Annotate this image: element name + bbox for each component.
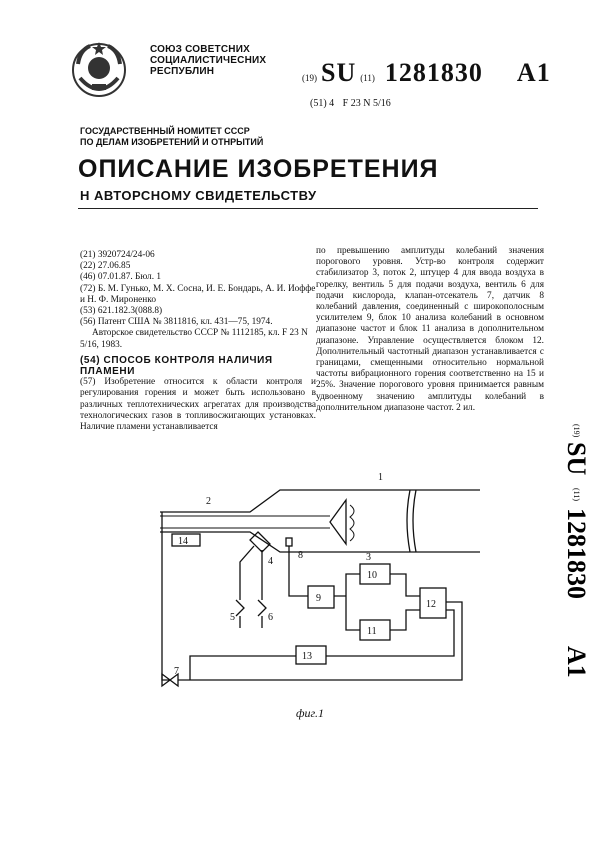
side-country: SU (562, 442, 591, 476)
committee-name (80, 126, 263, 148)
label-5: 5 (230, 612, 235, 623)
divider (78, 208, 538, 209)
ussr-emblem-icon (68, 38, 130, 100)
ipc-code: (51) 4 (310, 98, 335, 109)
code-11: (11) (360, 73, 375, 83)
block-12-label: 12 (426, 599, 436, 610)
biblio-22: (22) 27.06.85 (80, 261, 131, 272)
gov-line-3: РЕСПУБЛИН (150, 66, 215, 77)
label-2: 2 (206, 496, 211, 507)
side-patent-stamp (536, 420, 591, 690)
valves-5-6 (236, 600, 266, 616)
block-10-label: 10 (367, 570, 377, 581)
committee-line-2: ПО ДЕЛАМ ИЗОБРЕТЕНИЙ И ОТНРЫТИЙ (80, 137, 264, 147)
biblio-46: (46) 07.01.87. Бюл. 1 (80, 272, 161, 283)
label-3: 3 (366, 552, 371, 563)
side-code-11: (11) (572, 488, 581, 502)
document-title: ОПИСАНИЕ ИЗОБРЕТЕНИЯ (78, 155, 439, 183)
committee-line-1: ГОСУДАРСТВЕННЫЙ НОМИТЕТ СССР (80, 126, 250, 136)
side-number: 1281830 (562, 508, 591, 599)
label-6: 6 (268, 612, 273, 623)
code-19: (19) (302, 73, 317, 83)
figure-caption: фиг.1 (296, 706, 325, 720)
block-9 (308, 586, 334, 608)
inner-pipe (160, 516, 330, 528)
apparatus-diagram (150, 460, 540, 720)
block-9-label: 9 (316, 593, 321, 604)
gov-line-1: СОЮЗ СОВЕТСНИХ (150, 44, 250, 55)
side-code-19: (19) (572, 424, 581, 438)
patent-kind: A1 (516, 58, 551, 87)
tube-outer-bottom (160, 532, 480, 552)
biblio-21: (21) 3920724/24-06 (80, 250, 155, 260)
biblio-72: (72) Б. М. Гунько, М. Х. Сосна, И. Е. Бондарь, А. И. Иоффе и Н. Ф. Мироненко (80, 283, 316, 305)
patent-number: 1281830 (384, 58, 483, 87)
tube-break (407, 490, 416, 552)
sensor-8 (286, 538, 292, 546)
biblio-56b: Авторское свидетельство СССР № 1112185, кл. F 23 N 5/16, 1983. (80, 328, 308, 350)
abstract-right: по превышению амплитуды колебаний значения порогового уровня. Устр-во контроля содержит стабилизатор 3, поток 2, штуцер 4 для ввода воздуха в горелку, вентиль 5 для подачи воздуха, вентиль 6 для подачи кислорода, клапан-отсекатель 7, датчик 8 колебаний давления, соединенный с широкополосным усилителем 9, блок 10 анализа колебаний в основном диапазоне частот и блок 11 анализа в дополнительном диапазоне. Управление осуществляется блоком 12. Дополнительный частотный диапазон устанавливается с границами, смещенными относительно нормальной частоты вибрационного горения соответственно на 15 и 25%. Значение порогового уровня принимается равным удвоенному значению амплитуды колебаний в дополнительном диапазоне частот. 2 ил. (316, 246, 544, 413)
abstract-left: (57) Изобретение относится к области контроля и регулирования горения и может быть использовано в различных теплотехнических агрегатах для производства технологических газов в топливосжигающих установках. Наличие пламени устанавливается (80, 377, 316, 433)
stabilizer (330, 500, 346, 544)
gov-line-2: СОЦИАЛИСТИЧЕСНИХ (150, 55, 267, 66)
label-1: 1 (378, 472, 383, 483)
block-11-label: 11 (367, 626, 377, 637)
label-7: 7 (174, 666, 179, 677)
ipc-classification (310, 98, 391, 109)
side-kind: A1 (562, 646, 591, 678)
document-subtitle: Н АВТОРСНОМУ СВИДЕТЕЛЬСТВУ (80, 188, 317, 203)
nozzle (250, 532, 270, 552)
patent-number-block (302, 58, 551, 88)
bibliographic-column (80, 250, 316, 433)
label-8: 8 (298, 550, 303, 561)
left-line (162, 512, 170, 680)
country-code: SU (321, 58, 357, 87)
biblio-53: (53) 621.182.3(088.8) (80, 306, 163, 317)
country-name (150, 44, 266, 77)
ipc-value: F 23 N 5/16 (342, 98, 391, 109)
block-14-label: 14 (178, 536, 188, 547)
block-13-label: 13 (302, 651, 312, 662)
biblio-56: (56) Патент США № 3811816, кл. 431—75, 1974. (80, 317, 273, 328)
label-4: 4 (268, 556, 273, 567)
invention-title: (54) СПОСОБ КОНТРОЛЯ НАЛИЧИЯ ПЛАМЕНИ (80, 354, 273, 378)
